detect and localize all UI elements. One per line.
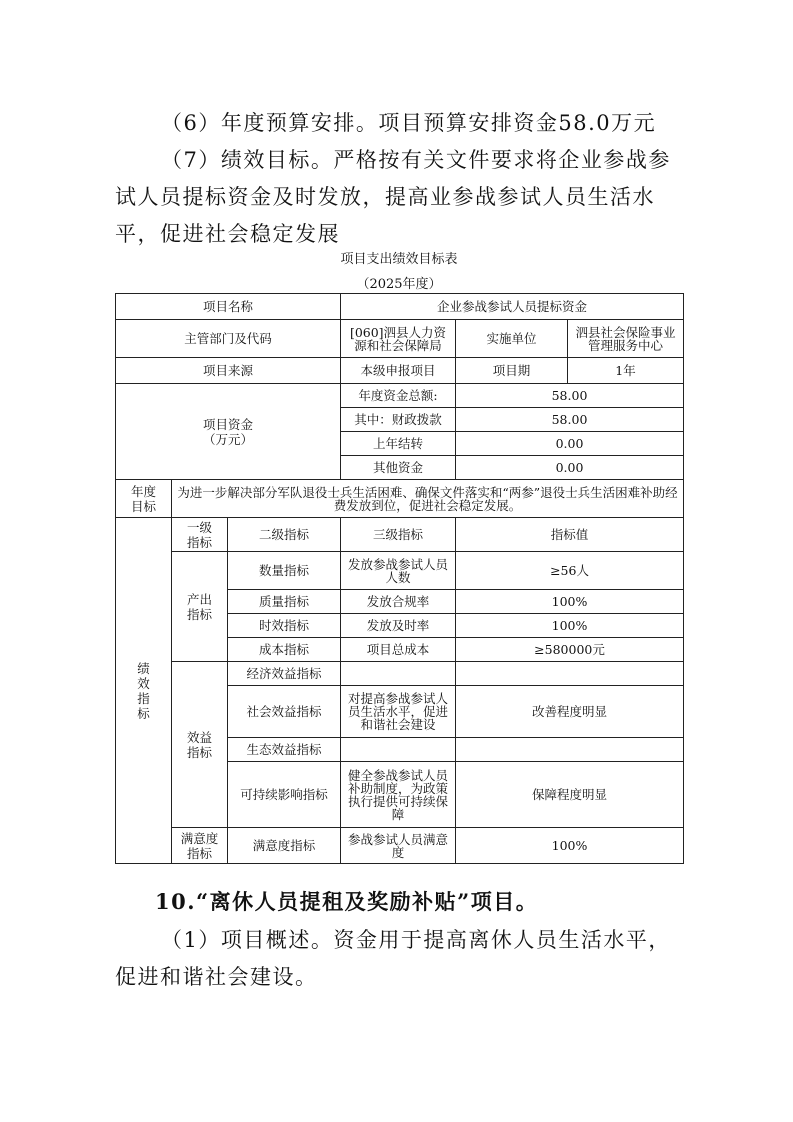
funds-label: 项目资金（万元）: [116, 384, 341, 480]
performance-label: 绩效指标: [116, 518, 172, 864]
row-value: 100%: [456, 590, 684, 614]
row-l2: 生态效益指标: [228, 738, 341, 762]
funds-total-label: 年度资金总额:: [341, 384, 456, 408]
goal-label: 年度目标: [116, 480, 172, 518]
row-l3: 发放及时率: [341, 614, 456, 638]
performance-target-table: [115, 293, 684, 864]
row-l3: 健全参战参试人员补助制度，为政策执行提供可持续保障: [341, 762, 456, 828]
dept-value: [060]泗县人力资源和社会保障局: [341, 320, 456, 358]
table-year: （2025年度）: [356, 277, 442, 292]
header-level2: 二级指标: [228, 518, 341, 552]
row-l3: [341, 662, 456, 686]
row-value: ≥580000元: [456, 638, 684, 662]
row-value: 100%: [456, 614, 684, 638]
header-value: 指标值: [456, 518, 684, 552]
funds-total-value: 58.00: [456, 384, 684, 408]
row-l3: 参战参试人员满意度: [341, 828, 456, 864]
row-l3: [341, 738, 456, 762]
period-label: 项目期: [456, 358, 568, 384]
section-heading: 10.“离休人员提租及奖励补贴”项目。: [155, 889, 539, 914]
row-l2: 成本指标: [228, 638, 341, 662]
row-l2: 质量指标: [228, 590, 341, 614]
row-value: 改善程度明显: [456, 686, 684, 738]
paragraph-budget: （6）年度预算安排。项目预算安排资金58.0万元: [161, 111, 657, 135]
paragraph-performance-goal: （7）绩效目标。严格按有关文件要求将企业参战参试人员提标资金及时发放，提高业参战参试人员生活水平，促进社会稳定发展: [115, 148, 671, 246]
header-level3: 三级指标: [341, 518, 456, 552]
row-l3: 对提高参战参试人员生活水平，促进和谐社会建设: [341, 686, 456, 738]
row-value: 保障程度明显: [456, 762, 684, 828]
impl-value: 泗县社会保险事业管理服务中心: [568, 320, 684, 358]
funds-other-value: 0.00: [456, 456, 684, 480]
funds-other-label: 其他资金: [341, 456, 456, 480]
paragraph-overview: （1）项目概述。资金用于提高离休人员生活水平，促进和谐社会建设。: [115, 928, 671, 989]
period-value: 1年: [568, 358, 684, 384]
funds-fiscal-value: 58.00: [456, 408, 684, 432]
benefit-label: 效益指标: [172, 662, 228, 828]
row-l3: 发放合规率: [341, 590, 456, 614]
funds-carry-value: 0.00: [456, 432, 684, 456]
source-value: 本级申报项目: [341, 358, 456, 384]
row-l2: 可持续影响指标: [228, 762, 341, 828]
row-value: [456, 662, 684, 686]
source-label: 项目来源: [116, 358, 341, 384]
row-l3: 项目总成本: [341, 638, 456, 662]
row-l2: 经济效益指标: [228, 662, 341, 686]
project-name-label: 项目名称: [116, 294, 341, 320]
output-label: 产出指标: [172, 552, 228, 662]
satisfaction-label: 满意度指标: [172, 828, 228, 864]
dept-label: 主管部门及代码: [116, 320, 341, 358]
row-l2: 时效指标: [228, 614, 341, 638]
project-name: 企业参战参试人员提标资金: [341, 294, 684, 320]
row-l2: 社会效益指标: [228, 686, 341, 738]
row-value: [456, 738, 684, 762]
header-level1: 一级指标: [172, 518, 228, 552]
row-value: 100%: [456, 828, 684, 864]
table-title: 项目支出绩效目标表: [340, 252, 458, 267]
goal-text: 为进一步解决部分军队退役士兵生活困难、确保文件落实和“两参”退役士兵生活困难补助经费发放到位，促进社会稳定发展。: [172, 480, 684, 518]
funds-carry-label: 上年结转: [341, 432, 456, 456]
row-l2: 数量指标: [228, 552, 341, 590]
impl-label: 实施单位: [456, 320, 568, 358]
funds-fiscal-label: 其中：财政拨款: [341, 408, 456, 432]
row-l3: 发放参战参试人员人数: [341, 552, 456, 590]
row-l2: 满意度指标: [228, 828, 341, 864]
row-value: ≥56人: [456, 552, 684, 590]
